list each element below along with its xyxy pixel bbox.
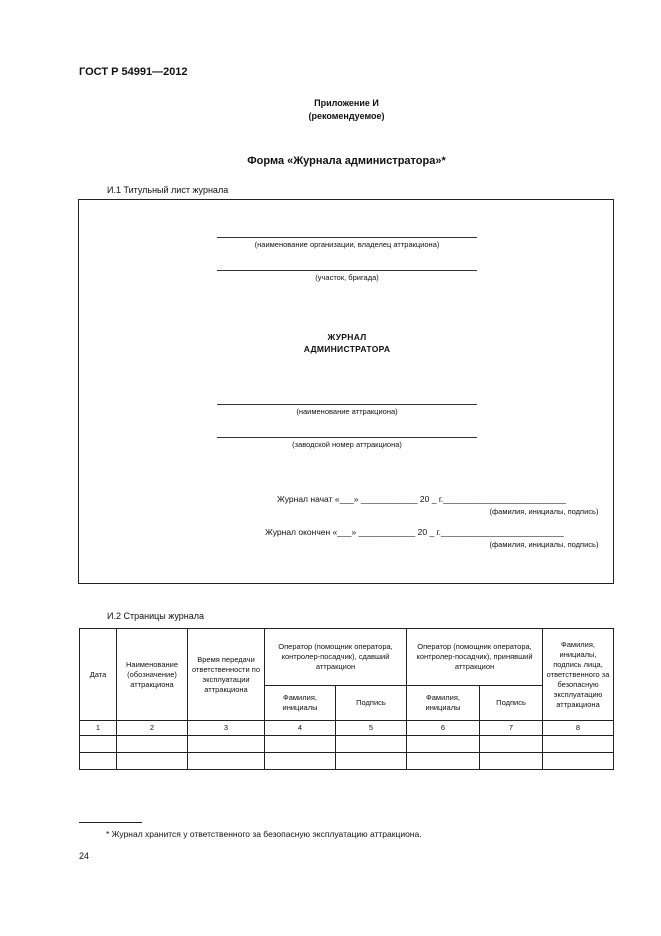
table-cell[interactable] xyxy=(336,753,407,770)
attraction-caption: (наименование аттракциона) xyxy=(296,407,398,416)
header-surname-in: Фамилия, инициалы xyxy=(407,686,480,721)
journal-ended-caption: (фамилия, инициалы, подпись) xyxy=(489,540,599,549)
table-cell[interactable] xyxy=(265,736,336,753)
table-cell[interactable] xyxy=(407,753,480,770)
column-number: 8 xyxy=(543,721,614,736)
footnote-rule xyxy=(79,822,142,823)
table-cell[interactable] xyxy=(188,753,265,770)
table-cell[interactable] xyxy=(480,753,543,770)
header-responsible-person: Фамилия, инициалы, подпись лица, ответственного за безопасную эксплуатацию аттракциона xyxy=(543,629,614,721)
journal-title-line2: АДМИНИСТРАТОРА xyxy=(303,344,391,354)
journal-ended-row: Журнал окончен «___» ____________ 20 _ г.__________________________ xyxy=(265,527,564,537)
page-number: 24 xyxy=(79,851,90,861)
org-line xyxy=(217,237,477,238)
header-signature-in: Подпись xyxy=(480,686,543,721)
table-cell[interactable] xyxy=(407,736,480,753)
column-number: 4 xyxy=(265,721,336,736)
header-surname-out: Фамилия, инициалы xyxy=(265,686,336,721)
standard-header: ГОСТ Р 54991—2012 xyxy=(79,66,188,78)
table-cell[interactable] xyxy=(188,736,265,753)
table-cell[interactable] xyxy=(336,736,407,753)
column-number: 1 xyxy=(80,721,117,736)
column-number: 6 xyxy=(407,721,480,736)
appendix-status: (рекомендуемое) xyxy=(308,111,385,121)
column-number: 5 xyxy=(336,721,407,736)
column-number: 7 xyxy=(480,721,543,736)
table-cell[interactable] xyxy=(117,736,188,753)
appendix-title: Приложение И xyxy=(314,98,379,108)
form-title: Форма «Журнала администратора»* xyxy=(247,155,446,167)
section-1-label: И.1 Титульный лист журнала xyxy=(107,185,229,195)
table-cell[interactable] xyxy=(480,736,543,753)
footnote: * Журнал хранится у ответственного за безопасную эксплуатацию аттракциона. xyxy=(106,829,422,839)
journal-started-caption: (фамилия, инициалы, подпись) xyxy=(489,507,599,516)
site-line xyxy=(217,270,477,271)
appendix-heading xyxy=(0,97,661,123)
journal-title xyxy=(79,331,615,355)
journal-title-line1: ЖУРНАЛ xyxy=(327,332,367,342)
column-number: 2 xyxy=(117,721,188,736)
header-signature-out: Подпись xyxy=(336,686,407,721)
header-operator-accepted: Оператор (помощник оператора, контролер-посадчик), принявший аттракцион xyxy=(407,629,543,686)
table-cell[interactable] xyxy=(543,736,614,753)
header-handover-time: Время передачи ответственности по эксплуатации аттракциона xyxy=(188,629,265,721)
table-cell[interactable] xyxy=(265,753,336,770)
table-cell[interactable] xyxy=(80,736,117,753)
header-date: Дата xyxy=(80,629,117,721)
table-row xyxy=(80,736,614,753)
title-page-box xyxy=(78,199,614,584)
section-2-label: И.2 Страницы журнала xyxy=(107,611,204,621)
column-number-row xyxy=(80,721,614,736)
serial-caption: (заводской номер аттракциона) xyxy=(292,440,402,449)
table-cell[interactable] xyxy=(117,753,188,770)
header-attraction-name: Наименование (обозначение) аттракциона xyxy=(117,629,188,721)
column-number: 3 xyxy=(188,721,265,736)
header-operator-handed-over: Оператор (помощник оператора, контролер-посадчик), сдавший аттракцион xyxy=(265,629,407,686)
journal-pages-table xyxy=(79,628,614,770)
serial-line xyxy=(217,437,477,438)
attraction-line xyxy=(217,404,477,405)
table-row xyxy=(80,753,614,770)
table-cell[interactable] xyxy=(543,753,614,770)
table-cell[interactable] xyxy=(80,753,117,770)
org-caption: (наименование организации, владелец аттракциона) xyxy=(254,240,440,249)
journal-started-row: Журнал начат «___» ____________ 20 _ г.__________________________ xyxy=(277,494,567,504)
site-caption: (участок, бригада) xyxy=(315,273,379,282)
